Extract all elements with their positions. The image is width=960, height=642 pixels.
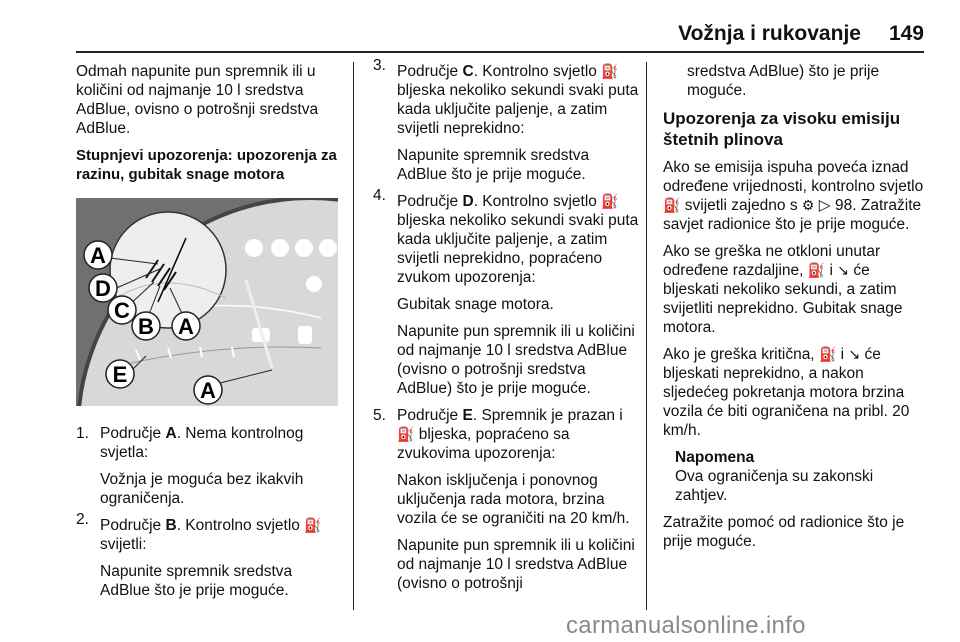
note-box	[663, 448, 925, 505]
adblue-gauge-figure	[76, 198, 338, 406]
paragraph: Zatražite pomoć od radionice što je prije moguće.	[663, 514, 905, 550]
list-item: 3. Područje C. Kontrolno svjetlo ⛽ bljeska nekoliko sekundi svaki puta kada uključite paljenje, a zatim svijetli neprekidno: Napunite spremnik sredstva AdBlue što je prije moguće.	[373, 57, 639, 183]
header-rule	[76, 51, 924, 53]
warning-levels-list-1	[76, 424, 342, 600]
chapter-title: Vožnja i rukovanje	[678, 22, 861, 45]
watermark: carmanualsonline.info	[566, 612, 806, 639]
column-3	[663, 62, 925, 559]
section-heading: Upozorenja za visoku emisiju štetnih plinova	[663, 109, 901, 149]
column-1	[76, 62, 342, 608]
adblue-warning-icon: ⛽	[601, 63, 619, 79]
list-item: 5. Područje E. Spremnik je prazan i ⛽ bljeska, popraćeno sa zvukovima upozorenja: Nakon isključenja i ponovnog uključenja rada motora, brzina vozila će se ograničiti na 20 km/h. Napunite pun spremnik ili u količini od najmanje 10 l sredstva AdBlue (ovisno o potrošnji	[373, 407, 635, 592]
warning-levels-list-2	[373, 57, 639, 593]
page-number: 149	[888, 22, 924, 45]
engine-malfunction-icon: ⚙	[801, 197, 815, 213]
label-d: D	[95, 276, 111, 301]
adblue-warning-icon: ⛽	[304, 517, 322, 533]
paragraph: Ako je greška kritična, ⛽ i ↘ će bljeskati neprekidno, a nakon sljedećeg pokretanja motora brzina vozila će biti ograničena na pribl. 20 km/h.	[663, 346, 910, 439]
column-2	[373, 57, 639, 601]
adblue-warning-icon: ⛽	[663, 197, 681, 213]
list-item: 4. Područje D. Kontrolno svjetlo ⛽ bljeska nekoliko sekundi svaki puta kada uključite paljenje, a zatim svijetli neprekidno, popraćeno zvukom upozorenja: Gubitak snage motora. Napunite pun spremnik ili u količini od najmanje 10 l sredstva AdBlue (ovisno o potrošnji sredstva AdBlue) što je prije moguće.	[373, 187, 639, 397]
note-title: Napomena	[675, 449, 755, 466]
adblue-warning-icon: ⛽	[601, 193, 619, 209]
label-b: B	[138, 314, 154, 339]
adblue-warning-icon: ⛽	[818, 346, 837, 362]
page-reference: ▷ 98	[818, 197, 853, 214]
paragraph: Ako se emisija ispuha poveća iznad određene vrijednosti, kontrolno svjetlo ⛽ svijetli zajedno s ⚙ ▷ 98. Zatražite savjet radionice što je prije moguće.	[663, 159, 924, 233]
label-a-bottom: A	[200, 378, 216, 403]
paragraph: Ako se greška ne otkloni unutar određene razdaljine, ⛽ i ↘ će bljeskati nekoliko sekundi, a zatim svijetliti neprekidno. Gubitak snage motora.	[663, 243, 903, 336]
list-item: 1. Područje A. Nema kontrolnog svjetla: Vožnja je moguća bez ikakvih ograničenja.	[76, 425, 304, 507]
service-wrench-icon: ↘	[848, 346, 861, 362]
label-e-top: A	[90, 243, 106, 268]
intro-paragraph: Odmah napunite pun spremnik ili u količini od najmanje 10 l sredstva AdBlue, ovisno o potrošnji sredstva AdBlue.	[76, 63, 319, 137]
page-header	[678, 22, 924, 46]
column-divider-2	[646, 62, 647, 610]
continued-text: sredstva AdBlue) što je prije moguće.	[687, 63, 880, 99]
adblue-warning-icon: ⛽	[397, 426, 415, 442]
subheading: Stupnjevi upozorenja: upozorenja za razinu, gubitak snage motora	[76, 147, 337, 183]
service-wrench-icon: ↘	[837, 262, 850, 278]
list-item: 2. Područje B. Kontrolno svjetlo ⛽ svijetli: Napunite spremnik sredstva AdBlue što je prije moguće.	[76, 511, 322, 599]
label-a-top: A	[178, 314, 194, 339]
label-e-bottom: E	[112, 362, 128, 387]
adblue-warning-icon: ⛽	[807, 262, 826, 278]
column-divider-1	[353, 62, 354, 610]
label-c: C	[114, 298, 130, 323]
note-text: Ova ograničenja su zakonski zahtjev.	[675, 468, 874, 504]
